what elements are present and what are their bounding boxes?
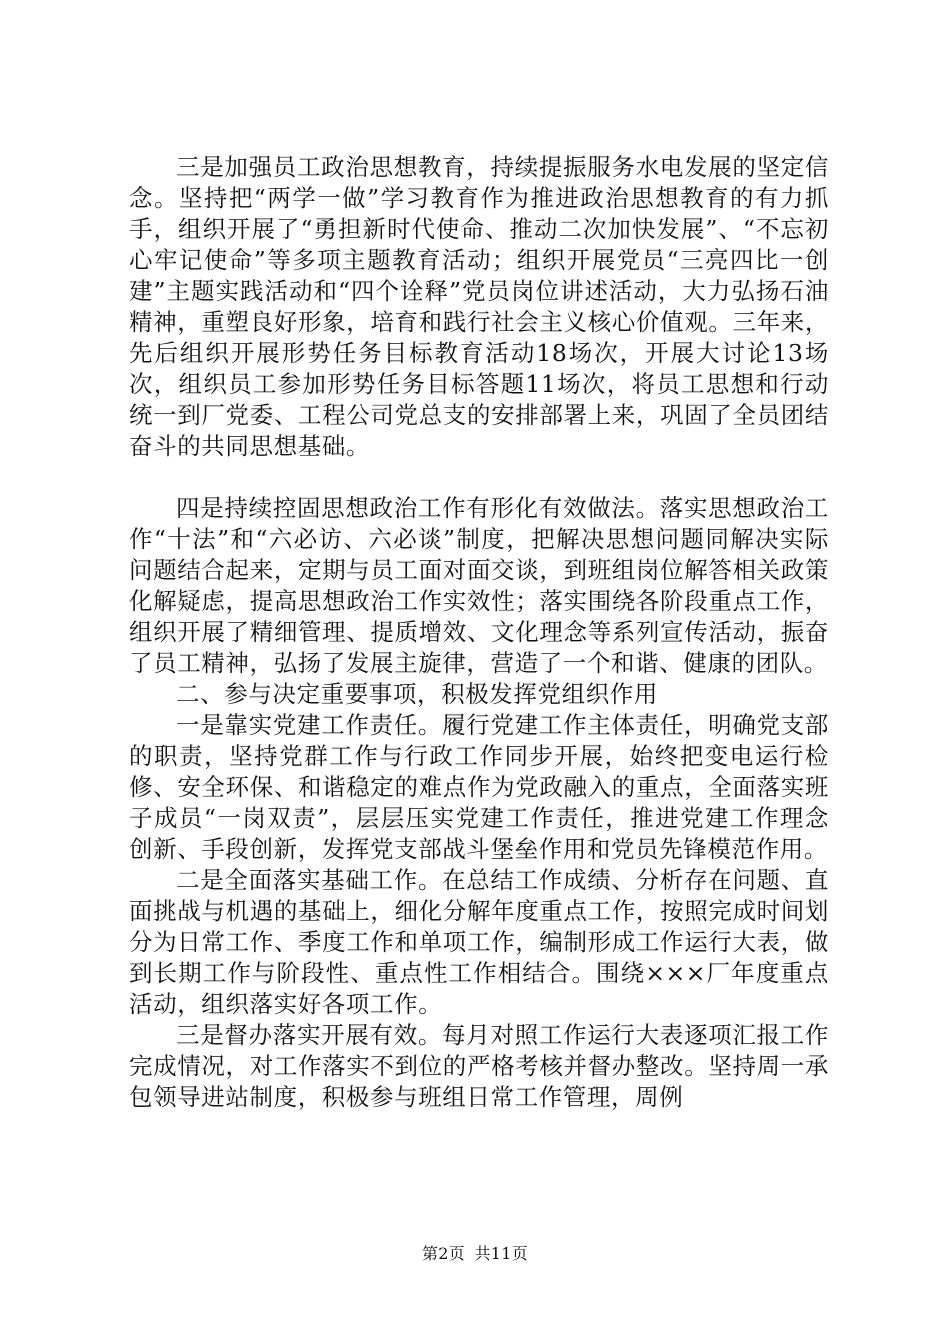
section-heading: 二、参与决定重要事项，积极发挥党组织作用 — [176, 680, 658, 708]
paragraph-supervision: 三是督办落实开展有效。每月对照工作运行大表逐项汇报工作完成情况，对工作落实不到位的严格考核并督办整改。坚持周一承包领导进站制度，积极参与班组日常工作管理，周例 — [129, 1021, 829, 1111]
page-footer — [0, 1244, 950, 1264]
paragraph-gap — [129, 462, 829, 493]
page-number: 第2页 — [421, 1244, 466, 1263]
page-total: 共11页 — [474, 1244, 529, 1263]
paragraph-party-responsibility: 一是靠实党建工作责任。履行党建工作主体责任，明确党支部的职责，坚持党群工作与行政工作同步开展，始终把变电运行检修、安全环保、和谐稳定的难点作为党政融入的重点，全面落实班子成员“一岗双责”，层层压实党建工作责任，推进党建工作理念创新、手段创新，发挥党支部战斗堡垒作用和党员先锋模范作用。 — [129, 711, 829, 863]
paragraph-ideological-work: 四是持续控固思想政治工作有形化有效做法。落实思想政治工作“十法”和“六必访、六必谈”制度，把解决思想问题同解决实际问题结合起来，定期与员工面对面交谈，到班组岗位解答相关政策化解疑虑，提高思想政治工作实效性；落实围绕各阶段重点工作，组织开展了精细管理、提质增效、文化理念等系列宣传活动，振奋了员工精神，弘扬了发展主旋律，营造了一个和谐、健康的团队。 — [129, 494, 829, 677]
paragraph-basic-work: 二是全面落实基础工作。在总结工作成绩、分析存在问题、直面挑战与机遇的基础上，细化分解年度重点工作，按照完成时间划分为日常工作、季度工作和单项工作，编制形成工作运行大表，做到长期工作与阶段性、重点性工作相结合。围绕×××厂年度重点活动，组织落实好各项工作。 — [129, 866, 829, 1018]
document-body — [129, 152, 829, 1113]
paragraph-political-education: 三是加强员工政治思想教育，持续提振服务水电发展的坚定信念。坚持把“两学一做”学习教育作为推进政治思想教育的有力抓手，组织开展了“勇担新时代使命、推动二次加快发展”、“不忘初心牢记使命”等多项主题教育活动；组织开展党员“三亮四比一创建”主题实践活动和“四个诠释”党员岗位讲述活动，大力弘扬石油精神，重塑良好形象，培育和践行社会主义核心价值观。三年来，先后组织开展形势任务目标教育活动18场次，开展大讨论13场次，组织员工参加形势任务目标答题11场次，将员工思想和行动统一到厂党委、工程公司党总支的安排部署上来，巩固了全员团结奋斗的共同思想基础。 — [129, 153, 829, 460]
